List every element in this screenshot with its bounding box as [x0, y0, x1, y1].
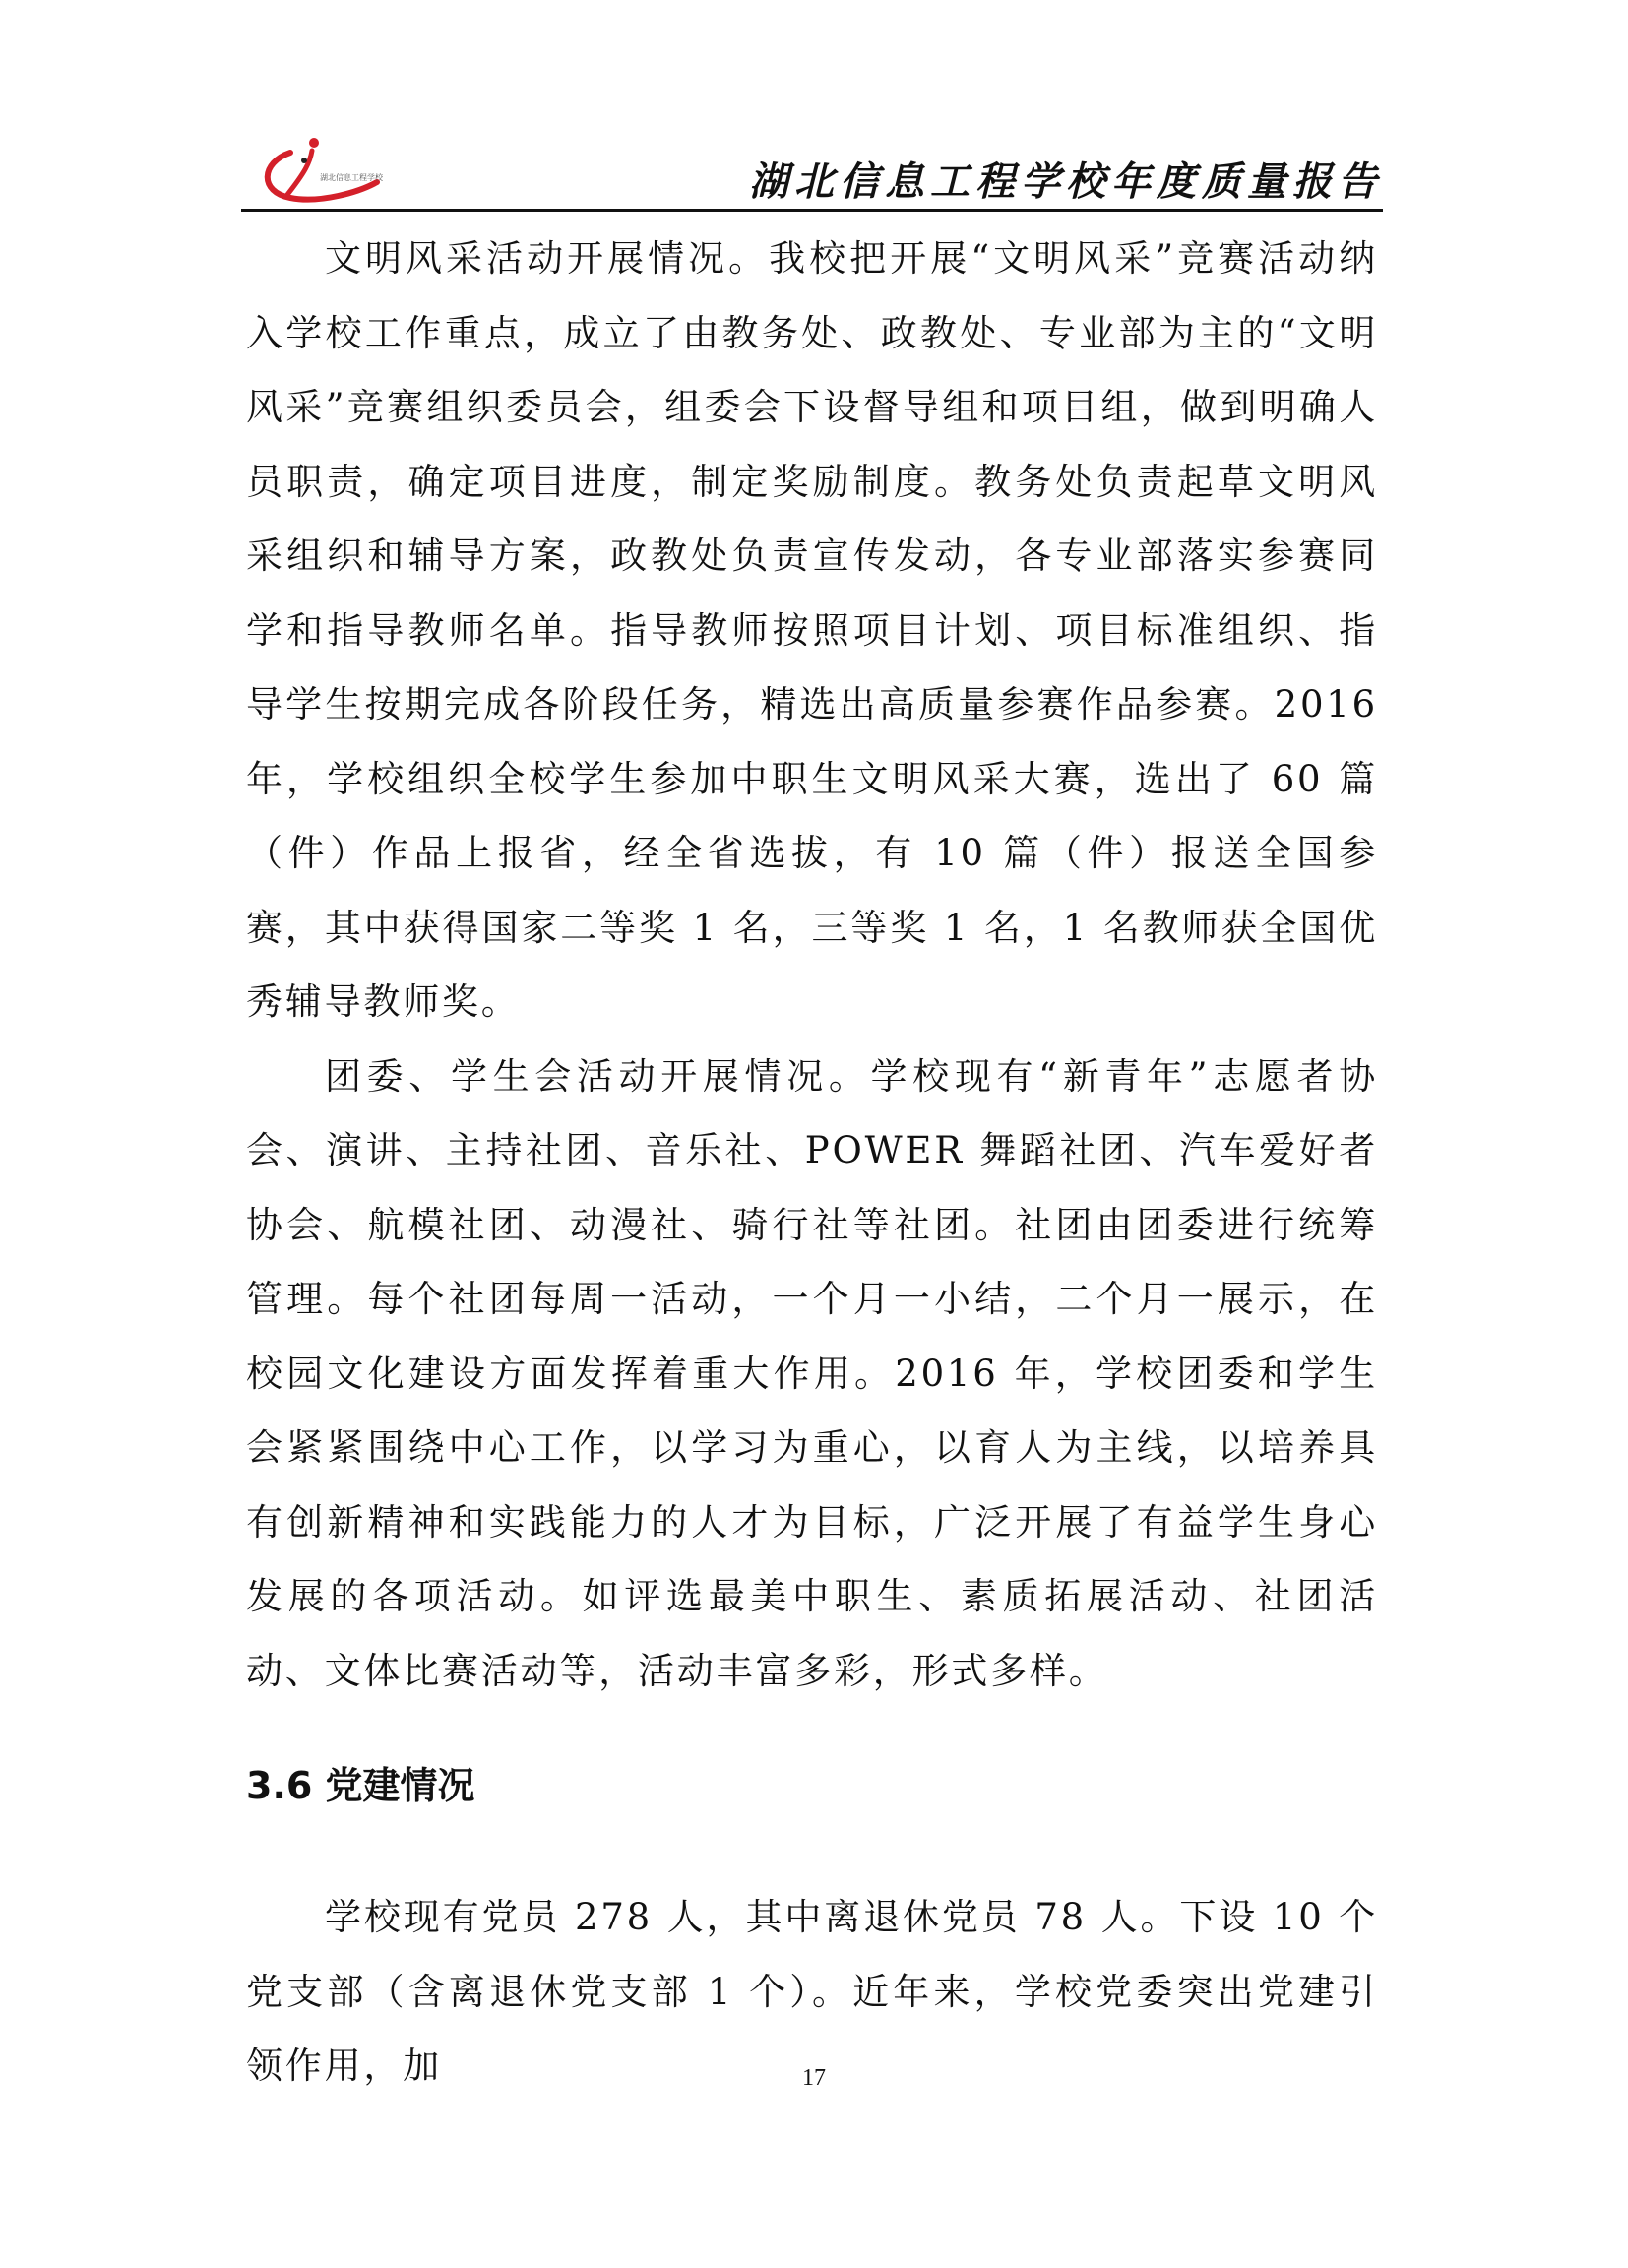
school-logo-icon [251, 133, 389, 207]
section-heading: 3.6 党建情况 [246, 1764, 475, 1807]
page-header [241, 133, 1383, 207]
paragraph-wenming-fengcai: 文明风采活动开展情况。我校把开展“文明风采”竞赛活动纳入学校工作重点，成立了由教务处、政教处、专业部为主的“文明风采”竞赛组织委员会，组委会下设督导组和项目组，做到明确人员职责，确定项目进度，制定奖励制度。教务处负责起草文明风采组织和辅导方案，政教处负责宣传发动，各专业部落实参赛同学和指导教师名单。指导教师按照项目计划、项目标准组织、指导学生按期完成各阶段任务，精选出高质量参赛作品参赛。2016年，学校组织全校学生参加中职生文明风采大赛，选出了 60 篇（件）作品上报省，经全省选拔，有 10 篇（件）报送全国参赛，其中获得国家二等奖 1 名，三等奖 1 名，1 名教师获全国优秀辅导教师奖。 [246, 237, 1378, 1023]
header-title: 湖北信息工程学校年度质量报告 [749, 158, 1383, 205]
page-body [246, 221, 1378, 2104]
page-number: 17 [802, 2065, 826, 2091]
svg-text:湖北信息工程学校: 湖北信息工程学校 [320, 173, 383, 182]
header-divider [241, 209, 1383, 212]
paragraph-tuanwei-xueshenghui: 团委、学生会活动开展情况。学校现有“新青年”志愿者协会、演讲、主持社团、音乐社、POWER 舞蹈社团、汽车爱好者协会、航模社团、动漫社、骑行社等社团。社团由团委进行统筹管理。每个社团每周一活动，一个月一小结，二个月一展示，在校园文化建设方面发挥着重大作用。2016 年，学校团委和学生会紧紧围绕中心工作，以学习为重心，以育人为主线，以培养具有创新精神和实践能力的人才为目标，广泛开展了有益学生身心发展的各项活动。如评选最美中职生、素质拓展活动、社团活动、文体比赛活动等，活动丰富多彩，形式多样。 [246, 1054, 1378, 1692]
paragraph-dangjian: 学校现有党员 278 人，其中离退休党员 78 人。下设 10 个党支部（含离退休党支部 1 个）。近年来，学校党委突出党建引领作用，加 [246, 1896, 1378, 2087]
